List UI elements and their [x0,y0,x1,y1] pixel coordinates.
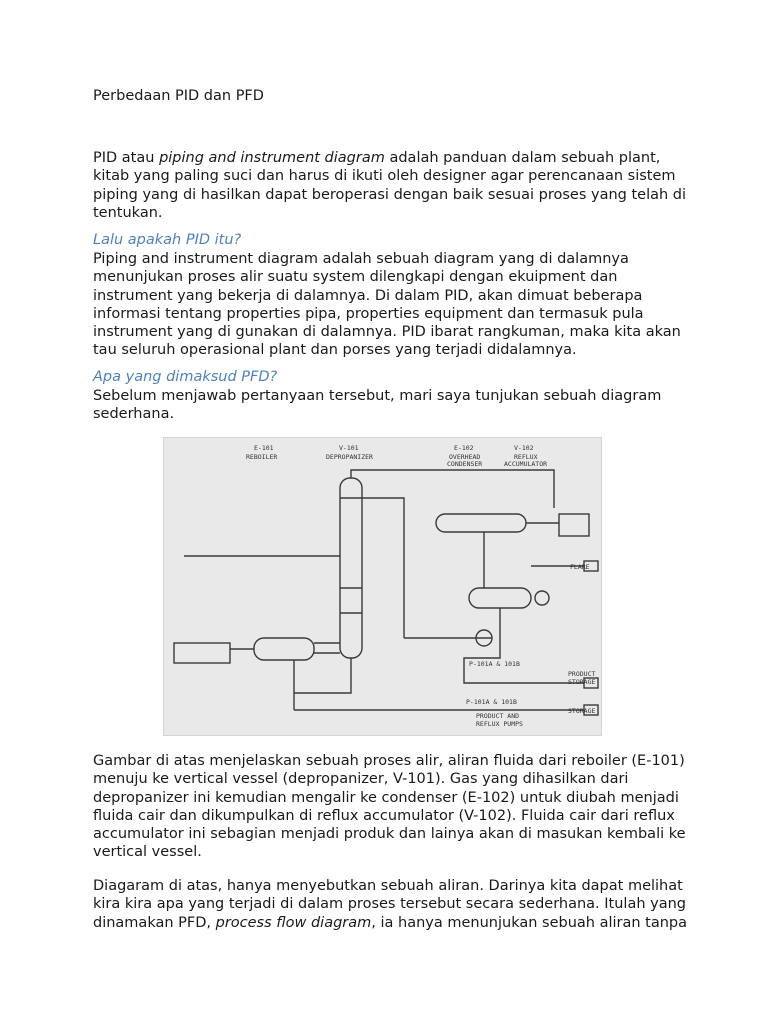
text-line [93,149,683,167]
paragraph-pfd-intro [93,387,683,424]
text-line: Gambar di atas menjelaskan sebuah proses alir, aliran fluida dari reboiler (E-101) [93,753,685,769]
text-line: Diagaram di atas, hanya menyebutkan sebuah aliran. Darinya kita dapat melihat [93,878,683,894]
text-line: kira kira apa yang terjadi di dalam proses tersebut secara sederhana. Itulah yang [93,896,686,913]
pump-symbol [535,591,549,605]
pump-label: REFLUX PUMPS [476,720,523,728]
pfd-drawing [164,438,601,735]
reboiler-e101-shape [254,638,314,660]
cooling-water-box [559,514,589,536]
text-line: tentukan. [93,204,163,221]
pump-label: P-101A & 101B [466,698,517,706]
text-line: fluida cair dan dikumpulkan di reflux accumulator (V-102). Fluida cair dari reflux [93,807,675,824]
stream-label: STORAGE [568,707,596,715]
text-line: informasi tentang properties pipa, properties equipment dan termasuk pula [93,305,644,322]
text-line: depropanizer ini kemudian mengalir ke condenser (E-102) untuk diubah menjadi [93,789,679,806]
tag-label: E-102 [454,444,474,452]
section-heading-pfd: Apa yang dimaksud PFD? [93,369,278,385]
paragraph-pfd-definition [93,877,688,932]
process-flow-diagram-image [163,437,602,736]
pump-label: P-101A & 101B [469,660,520,668]
text-run: , ia hanya menunjukan sebuah aliran tanpa [371,914,688,931]
equipment-name: REFLUX [514,453,538,461]
text-line: kitab yang paling suci dan harus di ikuti oleh designer agar perencanaan sistem [93,168,676,185]
equipment-name: CONDENSER [447,460,483,468]
document-title: Perbedaan PID dan PFD [93,88,264,104]
italic-term: piping and instrument diagram [159,150,385,166]
text-line [93,914,688,932]
equipment-name: REBOILER [246,453,278,461]
stream-label: STORAGE [568,678,596,686]
paragraph-pid-intro [93,149,687,222]
text-run: adalah panduan dalam sebuah plant, [384,150,661,166]
equipment-name: OVERHEAD [449,453,481,461]
text-line: instrument yang di gunakan di dalamnya. PID ibarat rangkuman, maka kita akan [93,324,681,341]
paragraph-pid-definition [93,250,683,360]
section-heading-pid: Lalu apakah PID itu? [93,232,242,248]
stream-label: PRODUCT [568,670,596,678]
equipment-name: DEPROPANIZER [326,453,373,461]
tag-label: V-101 [339,444,359,452]
text-line: menunjukan proses alir suatu system dilengkapi dengan ekuipment dan [93,269,618,286]
pump-label: PRODUCT AND [476,712,520,720]
paragraph-figure-explanation [93,752,686,862]
equipment-name: ACCUMULATOR [504,460,548,468]
tag-label: E-101 [254,444,274,452]
text-line: piping yang di hasilkan dapat beroperasi dengan baik sesuai proses yang telah di [93,186,687,203]
text-line: instrument yang bekerja di dalamnya. Di dalam PID, akan dimuat beberapa [93,287,643,304]
text-line: menuju ke vertical vessel (depropanizer, V-101). Gas yang dihasilkan dari [93,771,629,788]
italic-term: process flow diagram [215,914,372,931]
text-line: tau seluruh operasional plant dan porses yang terjadi didalamnya. [93,342,577,359]
text-line: Piping and instrument diagram adalah sebuah diagram yang di dalamnya [93,251,629,267]
condenser-e102-shape [436,514,526,532]
column-v101-shape [340,478,362,658]
accumulator-v102-shape [469,588,531,608]
text-line: vertical vessel. [93,844,202,861]
text-line: sederhana. [93,406,175,423]
text-run: dinamakan PFD, [93,914,216,931]
heating-medium-box [174,643,230,663]
stream-label: FLARE [570,563,590,571]
tag-label: V-102 [514,444,534,452]
text-run: PID atau [93,150,160,166]
text-line: accumulator ini sebagian menjadi produk dan lainya akan di masukan kembali ke [93,826,686,843]
text-line: Sebelum menjawab pertanyaan tersebut, mari saya tunjukan sebuah diagram [93,388,662,404]
